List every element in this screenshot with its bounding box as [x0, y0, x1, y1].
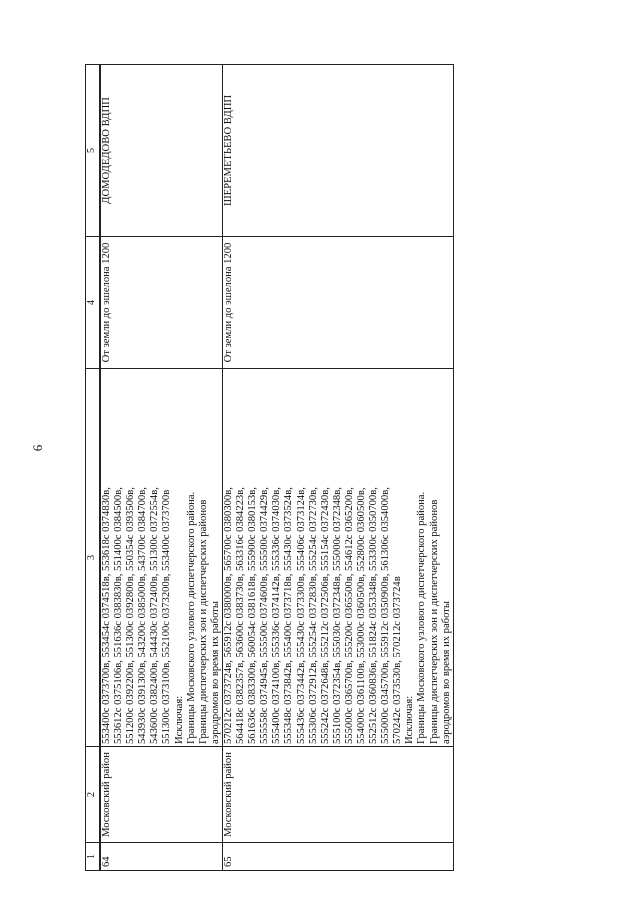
header-col-4: 4: [86, 237, 100, 369]
coordinate-line: 553400с 0373700в, 553454с 0374518в, 553618с 0374830в,: [101, 487, 112, 744]
altitude-range: От земли до эшелона 1200: [222, 237, 453, 369]
coordinate-line: 555100с 0372354в, 555030с 0372348в, 555000с 0372348в,: [331, 487, 343, 744]
table-row: [222, 65, 453, 871]
exclusion-line: Границы диспетчерских зон и диспетчерских районов: [197, 499, 209, 744]
exclusion-line: Исключая:: [173, 695, 185, 744]
zone-name: ШЕРЕМЕТЬЕВО ВДПП: [222, 65, 453, 237]
exclusion-line: аэродромов во время их работы: [209, 601, 221, 744]
exclusion-line: Границы диспетчерских зон и диспетчерских районов: [428, 499, 440, 744]
coordinate-line: 564418с 0382357в, 563600с 0383730в, 563316с 0384223в,: [235, 487, 247, 744]
header-col-3: 3: [86, 369, 100, 747]
airspace-table: [85, 64, 100, 871]
coordinate-line: 553612с 0375106в, 551636с 0383830в, 551400с 0384500в,: [113, 487, 125, 744]
header-col-2: 2: [86, 747, 100, 843]
coordinate-line: 555000с 0345700в, 555912с 0350900в, 561306с 0354000в,: [380, 487, 392, 744]
zone-name: ДОМОДЕДОВО ВДПП: [101, 65, 223, 237]
altitude-range: От земли до эшелона 1200: [101, 237, 223, 369]
table-row: [101, 65, 223, 871]
rotated-table-container: [85, 65, 572, 871]
coordinate-line: 551300с 0373100в, 552100с 0373200в, 553400с 0373700в: [161, 489, 173, 744]
district-name: Московский район: [101, 747, 223, 843]
row-number: 65: [222, 843, 453, 871]
exclusion-line: аэродромов во время их работы: [440, 601, 452, 744]
header-row: [86, 65, 100, 871]
coordinate-line: 543930с 0391300в, 543200с 0385000в, 543700с 0384700в,: [137, 487, 149, 744]
coordinate-line: 555400с 0374100в, 555336с 0374142в, 555336с 0374030в,: [271, 487, 283, 744]
coordinate-line: 555242с 0372648в, 555212с 0372506в, 555154с 0372430в,: [319, 487, 331, 744]
coordinate-line: 555436с 0373442в, 555430с 0373300в, 555406с 0373124в,: [295, 487, 307, 744]
airspace-table-body: [100, 64, 454, 871]
coordinate-line: 551200с 0392200в, 551300с 0392800в, 550354с 0393506в,: [125, 487, 137, 744]
coordinate-line: 570212с 0373724в, 565912с 0380000в, 565700с 0380300в,: [222, 487, 234, 744]
coordinate-line: 543600с 0382400в, 544430с 0372400в, 551300с 0372554в,: [149, 487, 161, 744]
coordinate-line: 570242с 0373530в, 570212с 0373724в: [392, 576, 404, 744]
row-number: 64: [101, 843, 223, 871]
coordinates-cell: [222, 369, 453, 747]
coordinate-line: 554000с 0361100в, 553000с 0360500в, 552800с 0360500в,: [355, 487, 367, 744]
coordinate-line: 555306с 0372912в, 555254с 0372830в, 555254с 0372730в,: [307, 487, 319, 744]
district-name: Московский район: [222, 747, 453, 843]
header-col-5: 5: [86, 65, 100, 237]
header-col-1: 1: [86, 843, 100, 871]
coordinate-line: 555000с 0365700в, 555200с 0365500в, 554612с 0365200в,: [343, 487, 355, 744]
exclusion-line: Границы Московского узлового диспетчерского района.: [416, 491, 428, 744]
coordinate-line: 555558с 0374945в, 555500с 0374600в, 555500с 0374429в,: [259, 487, 271, 744]
page-number: 6: [30, 444, 45, 452]
exclusion-line: Исключая:: [404, 695, 416, 744]
coordinate-line: 555348с 0373842в, 555400с 0373718в, 555430с 0373524в,: [283, 487, 295, 744]
coordinates-cell: [101, 369, 223, 747]
coordinate-line: 552512с 0360836в, 551824с 0353348в, 553300с 0350700в,: [368, 487, 380, 744]
coordinate-line: 561636с 0383300в, 560054с 0381618в, 555900с 0380153в,: [247, 487, 259, 744]
exclusion-line: Границы Московского узлового диспетчерского района.: [185, 491, 197, 744]
